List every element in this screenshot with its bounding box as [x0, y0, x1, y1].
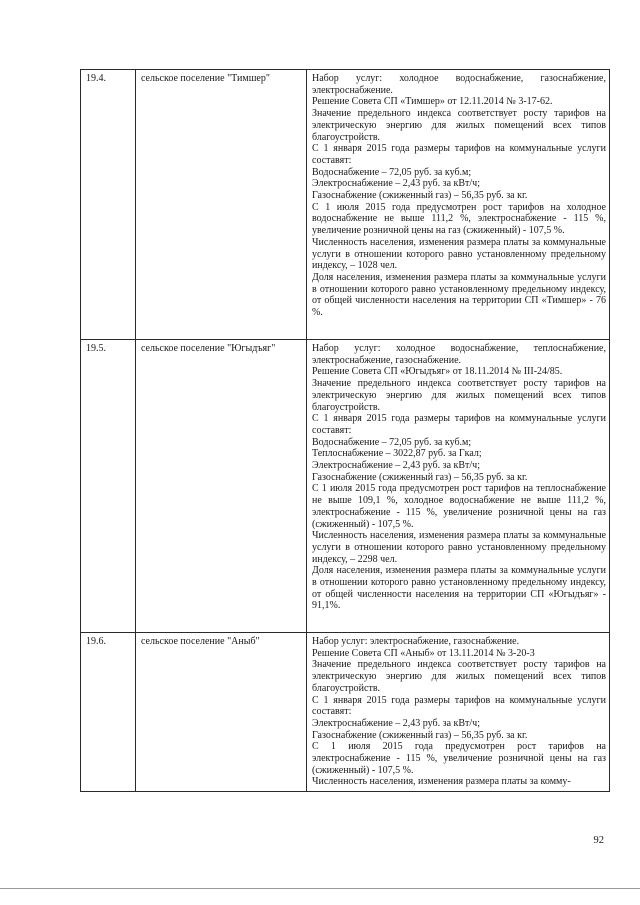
content-line: Набор услуг: электроснабжение, газоснабжение. — [312, 636, 520, 647]
content-line: Водоснабжение – 72,05 руб. за куб.м; — [312, 166, 472, 178]
content-line: Набор услуг: холодное водоснабжение, теплоснабжение, электроснабжение, газоснабжение. — [312, 343, 606, 366]
content-line: С 1 июля 2015 года предусмотрен рост тарифов на холодное водоснабжение не выше 111,2 %, электроснабжение - 115 %, увеличение розничной цены на газ (сжиженный) - 107,5 %. — [312, 201, 606, 237]
content-line: Газоснабжение (сжиженный газ) – 56,35 руб. за кг. — [312, 471, 528, 483]
tariff-table — [80, 69, 610, 792]
content-line: С 1 июля 2015 года предусмотрен рост тарифов на электроснабжение - 115 %, увеличение розничной цены на газ (сжиженный) - 107,5 %. — [312, 741, 606, 776]
content-line: Набор услуг: холодное водоснабжение, газоснабжение, электроснабжение. — [312, 73, 606, 96]
page-number: 92 — [593, 835, 604, 846]
row-content — [307, 70, 610, 340]
table-row — [81, 340, 610, 633]
table-row — [81, 70, 610, 340]
content-line: Решение Совета СП «Югыдъяг» от 18.11.2014 № III-24/85. — [312, 366, 563, 378]
bottom-divider — [0, 888, 640, 889]
content-line: Теплоснабжение – 3022,87 руб. за Гкал; — [312, 448, 482, 460]
table-row — [81, 633, 610, 792]
content-line: С 1 января 2015 года размеры тарифов на коммунальные услуги составят: — [312, 694, 606, 718]
content-line: Решение Совета СП «Тимшер» от 12.11.2014 № 3-17-62. — [312, 96, 553, 108]
content-line: Значение предельного индекса соответствует росту тарифов на электрическую энергию для жилых помещений всех типов благоустройств. — [312, 378, 606, 413]
content-line: С 1 января 2015 года размеры тарифов на коммунальные услуги составят: — [312, 413, 606, 436]
row-number: 19.6. — [81, 633, 136, 792]
content-line: Водоснабжение – 72,05 руб. за куб.м; — [312, 436, 472, 448]
content-line: Доля населения, изменения размера платы за коммунальные услуги в отношении которого равно установленному предельному индексу, от общей численности населения на территории СП «Югыдъяг» - 91,1%. — [312, 565, 606, 612]
content-line: Электроснабжение – 2,43 руб. за кВт/ч; — [312, 460, 480, 472]
content-line: Газоснабжение (сжиженный газ) – 56,35 руб. за кг. — [312, 190, 528, 202]
content-line: Численность населения, изменения размера платы за коммунальные услуги в отношении которого равно установленному предельному индексу, – 2298 чел. — [312, 530, 606, 565]
content-line: Численность населения, изменения размера платы за коммунальные услуги в отношении которого равно установленному предельному индексу, – 1028 чел. — [312, 236, 606, 272]
settlement-name: сельское поселение "Аныб" — [136, 633, 307, 792]
content-line: Решение Совета СП «Аныб» от 13.11.2014 № 3-20-3 — [312, 647, 535, 659]
content-line: Значение предельного индекса соответствует росту тарифов на электрическую энергию для жилых помещений всех типов благоустройств. — [312, 659, 606, 694]
content-line: С 1 июля 2015 года предусмотрен рост тарифов на теплоснабжение не выше 109,1 %, холодное водоснабжение не выше 111,2 %, электроснабжение - 115 %, увеличение розничной цены на газ (сжиженный) - 107,5 %. — [312, 483, 606, 530]
settlement-name: сельское поселение "Югыдъяг" — [136, 340, 307, 633]
row-content — [307, 633, 610, 792]
content-line: Значение предельного индекса соответствует росту тарифов на электрическую энергию для жилых помещений всех типов благоустройств. — [312, 108, 606, 143]
content-line: Электроснабжение – 2,43 руб. за кВт/ч; — [312, 178, 480, 190]
content-line: Доля населения, изменения размера платы за коммунальные услуги в отношении которого равно установленному предельному индексу, от общей численности населения на территории СП «Тимшер» - 76 %. — [312, 271, 606, 319]
settlement-name: сельское поселение "Тимшер" — [136, 70, 307, 340]
content-line: Электроснабжение – 2,43 руб. за кВт/ч; — [312, 717, 480, 729]
content-line: Численность населения, изменения размера платы за комму- — [312, 776, 571, 788]
row-number: 19.4. — [81, 70, 136, 340]
content-line: Газоснабжение (сжиженный газ) – 56,35 руб. за кг. — [312, 729, 528, 741]
content-line: С 1 января 2015 года размеры тарифов на коммунальные услуги составят: — [312, 143, 606, 166]
row-number: 19.5. — [81, 340, 136, 633]
row-content — [307, 340, 610, 633]
